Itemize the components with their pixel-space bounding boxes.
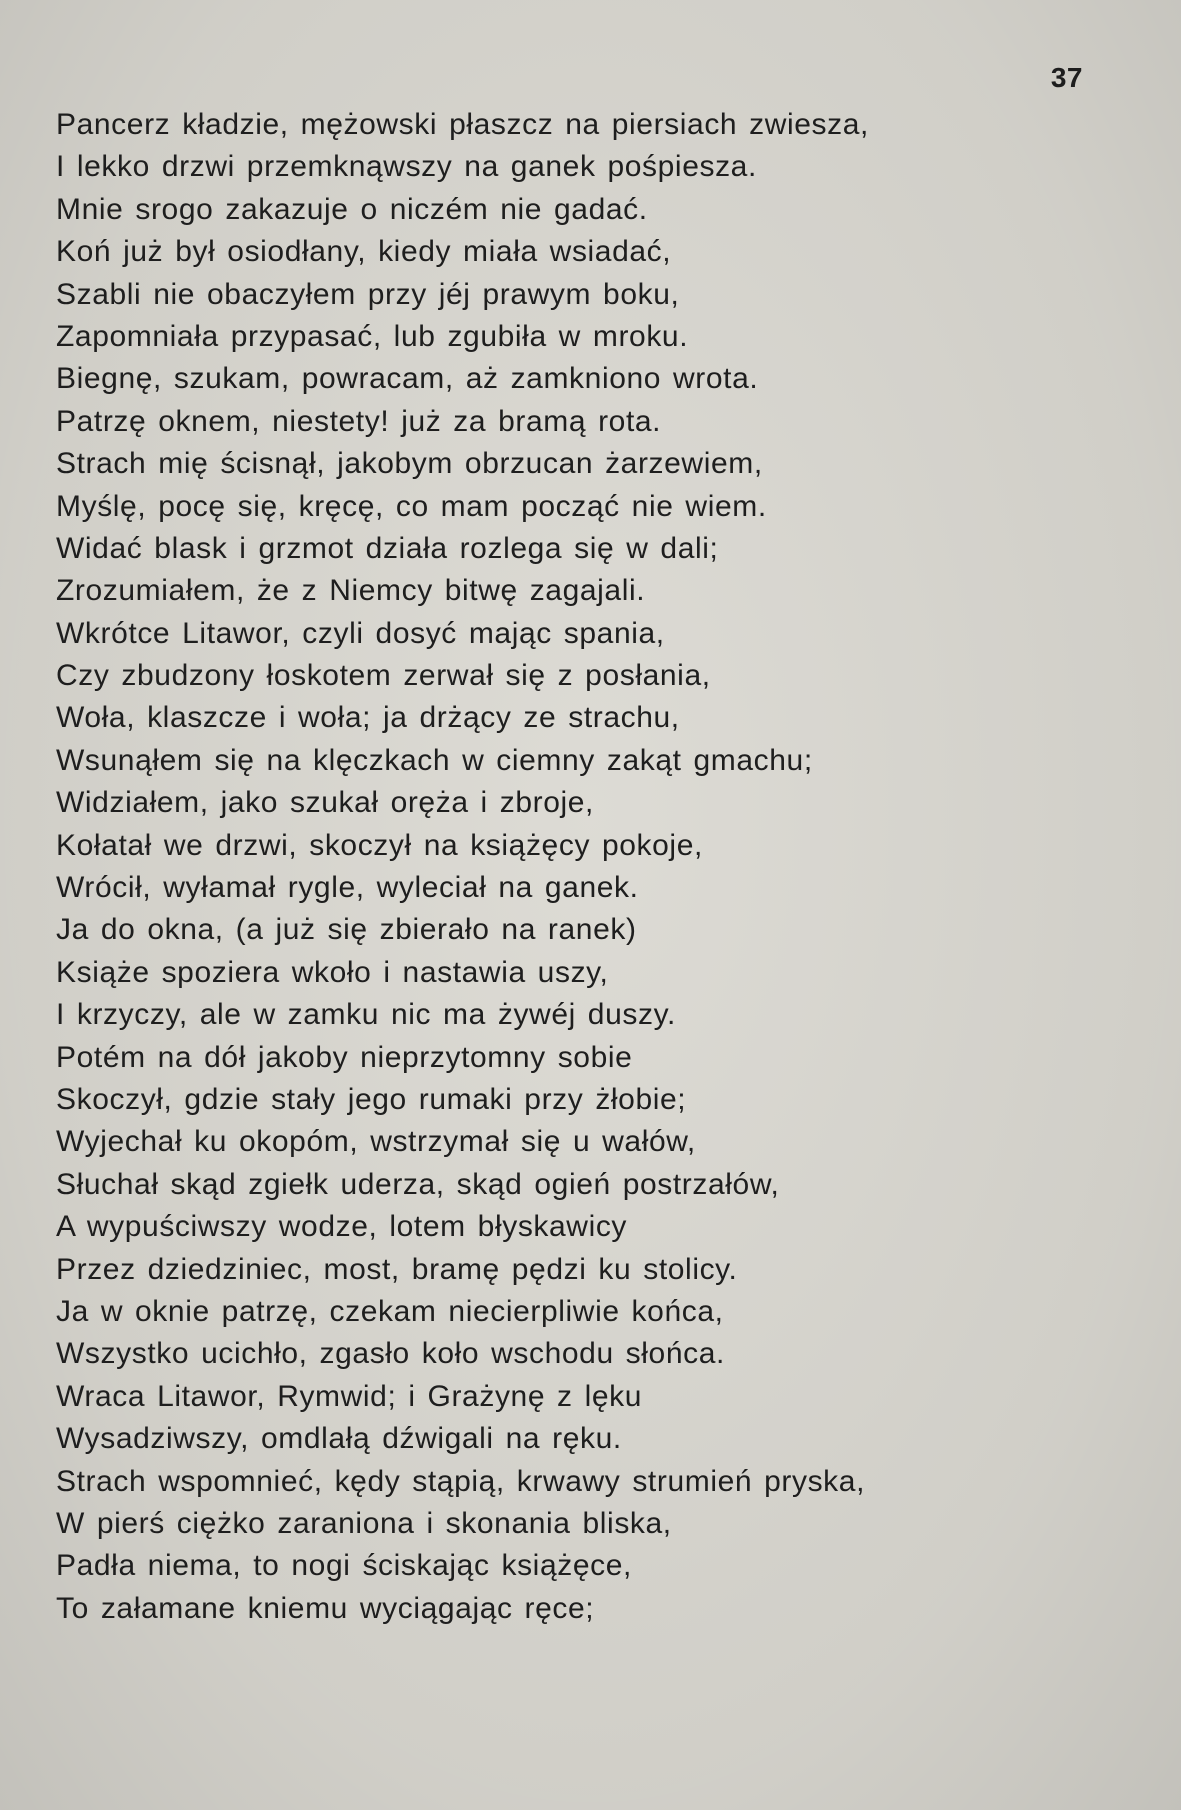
verse-line: Wyjechał ku okopóm, wstrzymał się u wałów, [56, 1125, 696, 1159]
verse-line: Biegnę, szukam, powracam, aż zamkniono wrota. [56, 362, 759, 396]
verse-line: Słuchał skąd zgiełk uderza, skąd ogień postrzałów, [56, 1167, 780, 1201]
verse-line: Woła, klaszcze i woła; ja drżący ze strachu, [56, 701, 680, 735]
poem-text [56, 104, 1056, 1630]
verse-line: Zrozumiałem, że z Niemcy bitwę zagajali. [56, 574, 646, 608]
verse-line: Koń już był osiodłany, kiedy miała wsiadać, [56, 235, 672, 269]
verse-line: Zapomniała przypasać, lub zgubiła w mroku. [56, 319, 689, 353]
verse-line: W pierś ciężko zaraniona i skonania bliska, [56, 1506, 672, 1540]
page-number: 37 [1050, 62, 1083, 93]
verse-line: Widziałem, jako szukał oręża i zbroje, [56, 786, 594, 820]
verse-line: Wszystko ucichło, zgasło koło wschodu słońca. [56, 1337, 725, 1371]
verse-line: Wraca Litawor, Rymwid; i Grażynę z lęku [56, 1379, 643, 1413]
verse-line: Czy zbudzony łoskotem zerwał się z posłania, [56, 659, 711, 693]
verse-line: Wkrótce Litawor, czyli dosyć mając spania, [56, 616, 665, 650]
verse-line: Skoczył, gdzie stały jego rumaki przy żłobie; [56, 1082, 687, 1116]
verse-line: I lekko drzwi przemknąwszy na ganek pośpiesza. [56, 150, 757, 184]
verse-line: Ja do okna, (a już się zbierało na ranek) [56, 913, 637, 947]
verse-line: Strach wspomnieć, kędy stąpią, krwawy strumień pryska, [56, 1464, 865, 1498]
verse-line: Wsunąłem się na klęczkach w ciemny zakąt gmachu; [56, 743, 813, 777]
verse-line: To załamane kniemu wyciągając ręce; [56, 1591, 595, 1625]
verse-line: Wrócił, wyłamał rygle, wyleciał na ganek. [56, 871, 639, 905]
verse-line: Ja w oknie patrzę, czekam niecierpliwie końca, [56, 1294, 724, 1328]
verse-line: Potém na dół jakoby nieprzytomny sobie [56, 1040, 633, 1074]
verse-line: Strach mię ścisnął, jakobym obrzucan żarzewiem, [56, 447, 763, 481]
verse-line: Widać blask i grzmot działa rozlega się w dali; [56, 531, 719, 565]
verse-line: I krzyczy, ale w zamku nic ma żywéj duszy. [56, 998, 676, 1032]
verse-line: Wysadziwszy, omdlałą dźwigali na ręku. [56, 1422, 622, 1456]
verse-line: Szabli nie obaczyłem przy jéj prawym boku, [56, 277, 680, 311]
verse-line: Myślę, pocę się, kręcę, co mam począć nie wiem. [56, 489, 767, 523]
verse-line: Padła niema, to nogi ściskając książęce, [56, 1549, 632, 1583]
verse-line: Kołatał we drzwi, skoczył na książęcy pokoje, [56, 828, 703, 862]
verse-line: Patrzę oknem, niestety! już za bramą rota. [56, 404, 662, 438]
verse-line: Książe spoziera wkoło i nastawia uszy, [56, 955, 609, 989]
verse-line: Pancerz kładzie, mężowski płaszcz na piersiach zwiesza, [56, 108, 869, 141]
verse-line: Przez dziedziniec, most, bramę pędzi ku stolicy. [56, 1252, 738, 1286]
verse-line: Mnie srogo zakazuje o niczém nie gadać. [56, 192, 648, 226]
verse-line: A wypuściwszy wodze, lotem błyskawicy [56, 1210, 628, 1244]
